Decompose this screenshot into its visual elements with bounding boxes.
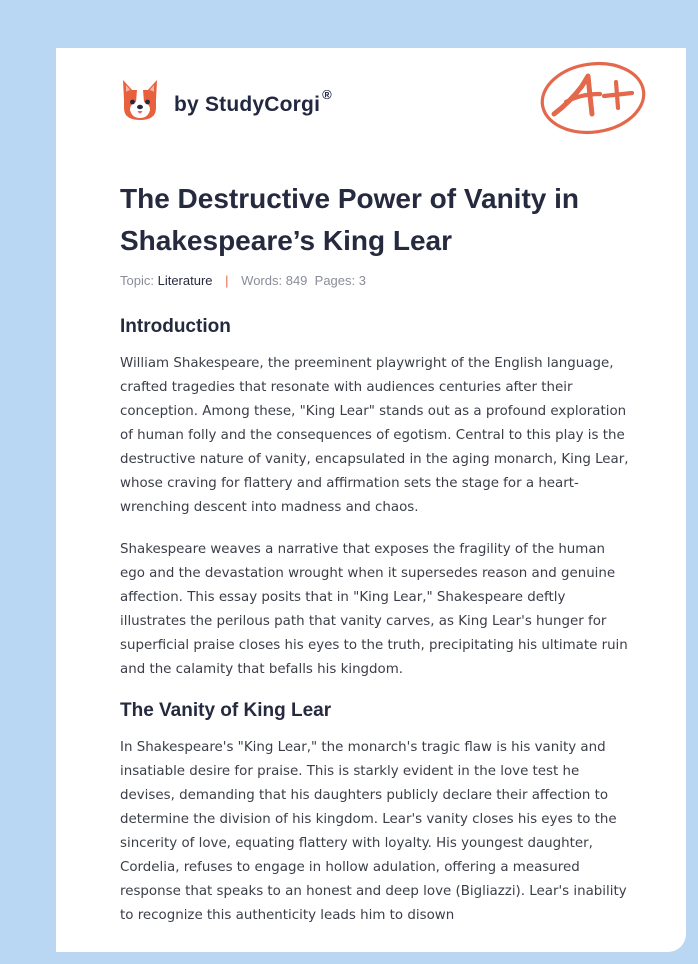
studycorgi-logo[interactable] [120, 76, 332, 124]
brand-text: by StudyCorgi [174, 93, 321, 116]
topic-label: Topic: [120, 273, 154, 288]
a-plus-grade-icon [538, 58, 650, 146]
corgi-head-icon [120, 78, 160, 122]
paragraph: In Shakespeare's "King Lear," the monarch's tragic flaw is his vanity and insatiable desire for praise. This is starkly evident in the love test he devises, demanding that his daughters publicly declare their affection to determine the division of his kingdom. Lear's vanity closes his eyes to the sincerity of love, equating flattery with loyalty. His youngest daughter, Cordelia, refuses to engage in hollow adulation, offering a measured response that speaks to an honest and deep love (Bigliazzi). Lear's inability to recognize this authenticity leads him to disown [120, 740, 627, 923]
section-heading: The Vanity of King Lear [120, 700, 332, 721]
pages-count: 3 [358, 273, 366, 288]
essay-meta [120, 272, 630, 290]
paragraph: Shakespeare weaves a narrative that exposes the fragility of the human ego and the devastation wrought when it supersedes reason and genuine affection. This essay posits that in "King Lear," Shakespeare deftly illustrates the perilous path that vanity carves, as King Lear's hunger for superficial praise closes his eyes to the truth, precipitating his ultimate ruin and the calamity that befalls his kingdom. [120, 542, 628, 677]
document-page [56, 48, 686, 952]
meta-separator: | [225, 273, 229, 288]
pages-label: Pages: [314, 273, 356, 288]
section-heading: Introduction [120, 316, 231, 337]
words-count: 849 [285, 273, 308, 288]
essay-content [120, 178, 630, 928]
topic-link[interactable]: Literature [157, 273, 213, 288]
words-label: Words: [241, 273, 283, 288]
registered-mark: ® [322, 87, 332, 102]
paragraph: William Shakespeare, the preeminent playwright of the English language, crafted tragedies that resonate with audiences centuries after their conception. Among these, "King Lear" stands out as a profound exploration of human folly and the consequences of egotism. Central to this play is the destructive nature of vanity, encapsulated in the aging monarch, King Lear, whose craving for flattery and affirmation sets the stage for a heart-wrenching descent into madness and chaos. [120, 356, 629, 515]
brand-name [174, 87, 332, 117]
essay-title: The Destructive Power of Vanity in Shakespeare’s King Lear [120, 183, 580, 256]
